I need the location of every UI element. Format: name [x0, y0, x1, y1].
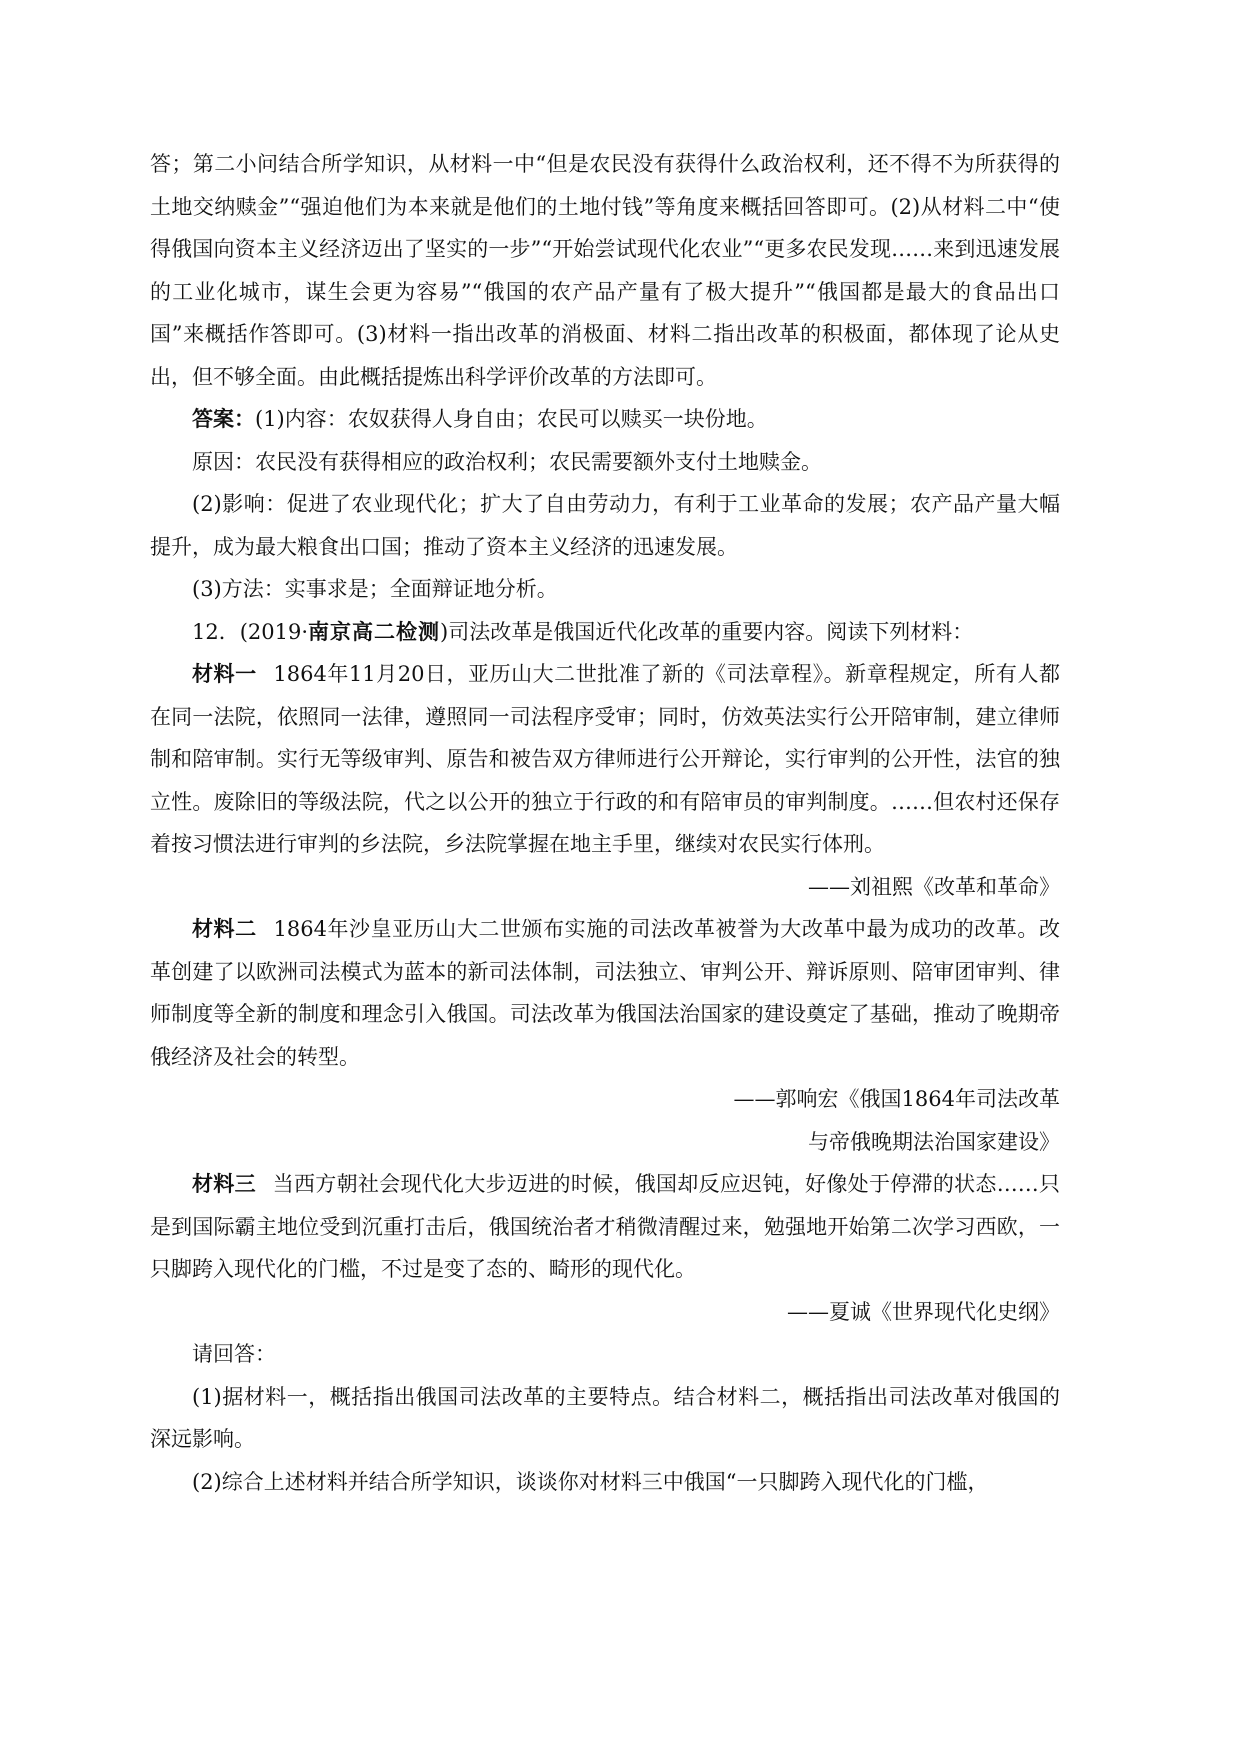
question-12 — [150, 611, 1060, 654]
material-2-text: 1864年沙皇亚历山大二世颁布实施的司法改革被誉为大改革中最为成功的改革。改革创建了以欧洲司法模式为蓝本的新司法体制，司法独立、审判公开、辩诉原则、陪审团审判、律师制度等全新的制度和理念引入俄国。司法改革为俄国法治国家的建设奠定了基础，推动了晚期帝俄经济及社会的转型。 — [150, 917, 1060, 1069]
material-1-label: 材料一 — [192, 662, 257, 686]
material-1 — [150, 653, 1060, 866]
sub-question-1: (1)据材料一，概括指出俄国司法改革的主要特点。结合材料二，概括指出司法改革对俄国的深远影响。 — [150, 1384, 1060, 1451]
answer-1-text: (1)内容：农奴获得人身自由；农民可以赎买一块份地。 — [255, 407, 768, 431]
sub-question-2: (2)综合上述材料并结合所学知识，谈谈你对材料三中俄国“一只脚跨入现代化的门槛， — [192, 1469, 989, 1494]
analysis-paragraph: 答；第二小问结合所学知识，从材料一中“但是农民没有获得什么政治权利，还不得不为所获得的土地交纳赎金”“强迫他们为本来就是他们的土地付钱”等角度来概括回答即可。(2)从材料二中“使得俄国向资本主义经济迈出了坚实的一步”“开始尝试现代化农业”“更多农民发现……来到迅速发展的工业化城市，谋生会更为容易”“俄国的农产品产量有了极大提升”“俄国都是最大的食品出口国”来概括作答即可。(3)材料一指出改革的消极面、材料二指出改革的积极面，都体现了论从史出，但不够全面。由此概括提炼出科学评价改革的方法即可。 — [150, 152, 1060, 389]
material-3-label: 材料三 — [192, 1172, 256, 1196]
answer-2: 原因：农民没有获得相应的政治权利；农民需要额外支付土地赎金。 — [192, 449, 822, 474]
ask-prompt: 请回答： — [192, 1342, 276, 1366]
material-2-source-line-2: 与帝俄晚期法治国家建设》 — [808, 1129, 1060, 1154]
document-content — [150, 143, 1060, 1503]
material-3-text: 当西方朝社会现代化大步迈进的时候，俄国却反应迟钝，好像处于停滞的状态……只是到国际霸主地位受到沉重打击后，俄国统治者才稍微清醒过来，勉强地开始第二次学习西欧，一只脚跨入现代化的门槛，不过是变了态的、畸形的现代化。 — [150, 1172, 1061, 1281]
material-1-text: 1864年11月20日，亚历山大二世批准了新的《司法章程》。新章程规定，所有人都在同一法院，依照同一法律，遵照同一司法程序受审；同时，仿效英法实行公开陪审制，建立律师制和陪审制。实行无等级审判、原告和被告双方律师进行公开辩论，实行审判的公开性，法官的独立性。废除旧的等级法院，代之以公开的独立于行政的和有陪审员的审判制度。……但农村还保存着按习惯法进行审判的乡法院，乡法院掌握在地主手里，继续对农民实行体刑。 — [150, 662, 1060, 856]
material-2 — [150, 908, 1060, 1078]
material-2-label: 材料二 — [192, 917, 257, 941]
question-12-source-tag: 南京高二检测 — [308, 619, 441, 644]
question-12-text: )司法改革是俄国近代化改革的重要内容。阅读下列材料： — [440, 619, 974, 644]
material-1-source: ——刘祖熙《改革和革命》 — [808, 874, 1060, 899]
material-3 — [150, 1163, 1060, 1291]
answer-3: (2)影响：促进了农业现代化；扩大了自由劳动力，有利于工业革命的发展；农产品产量大幅提升，成为最大粮食出口国；推动了资本主义经济的迅速发展。 — [150, 492, 1060, 559]
question-12-number: 12．(2019· — [192, 619, 309, 644]
answer-1 — [150, 398, 1060, 441]
material-2-source-line-1: ——郭响宏《俄国1864年司法改革 — [733, 1087, 1060, 1111]
answer-4: (3)方法：实事求是；全面辩证地分析。 — [192, 577, 558, 601]
answer-label: 答案： — [192, 407, 255, 431]
material-3-source: ——夏诚《世界现代化史纲》 — [787, 1299, 1060, 1324]
